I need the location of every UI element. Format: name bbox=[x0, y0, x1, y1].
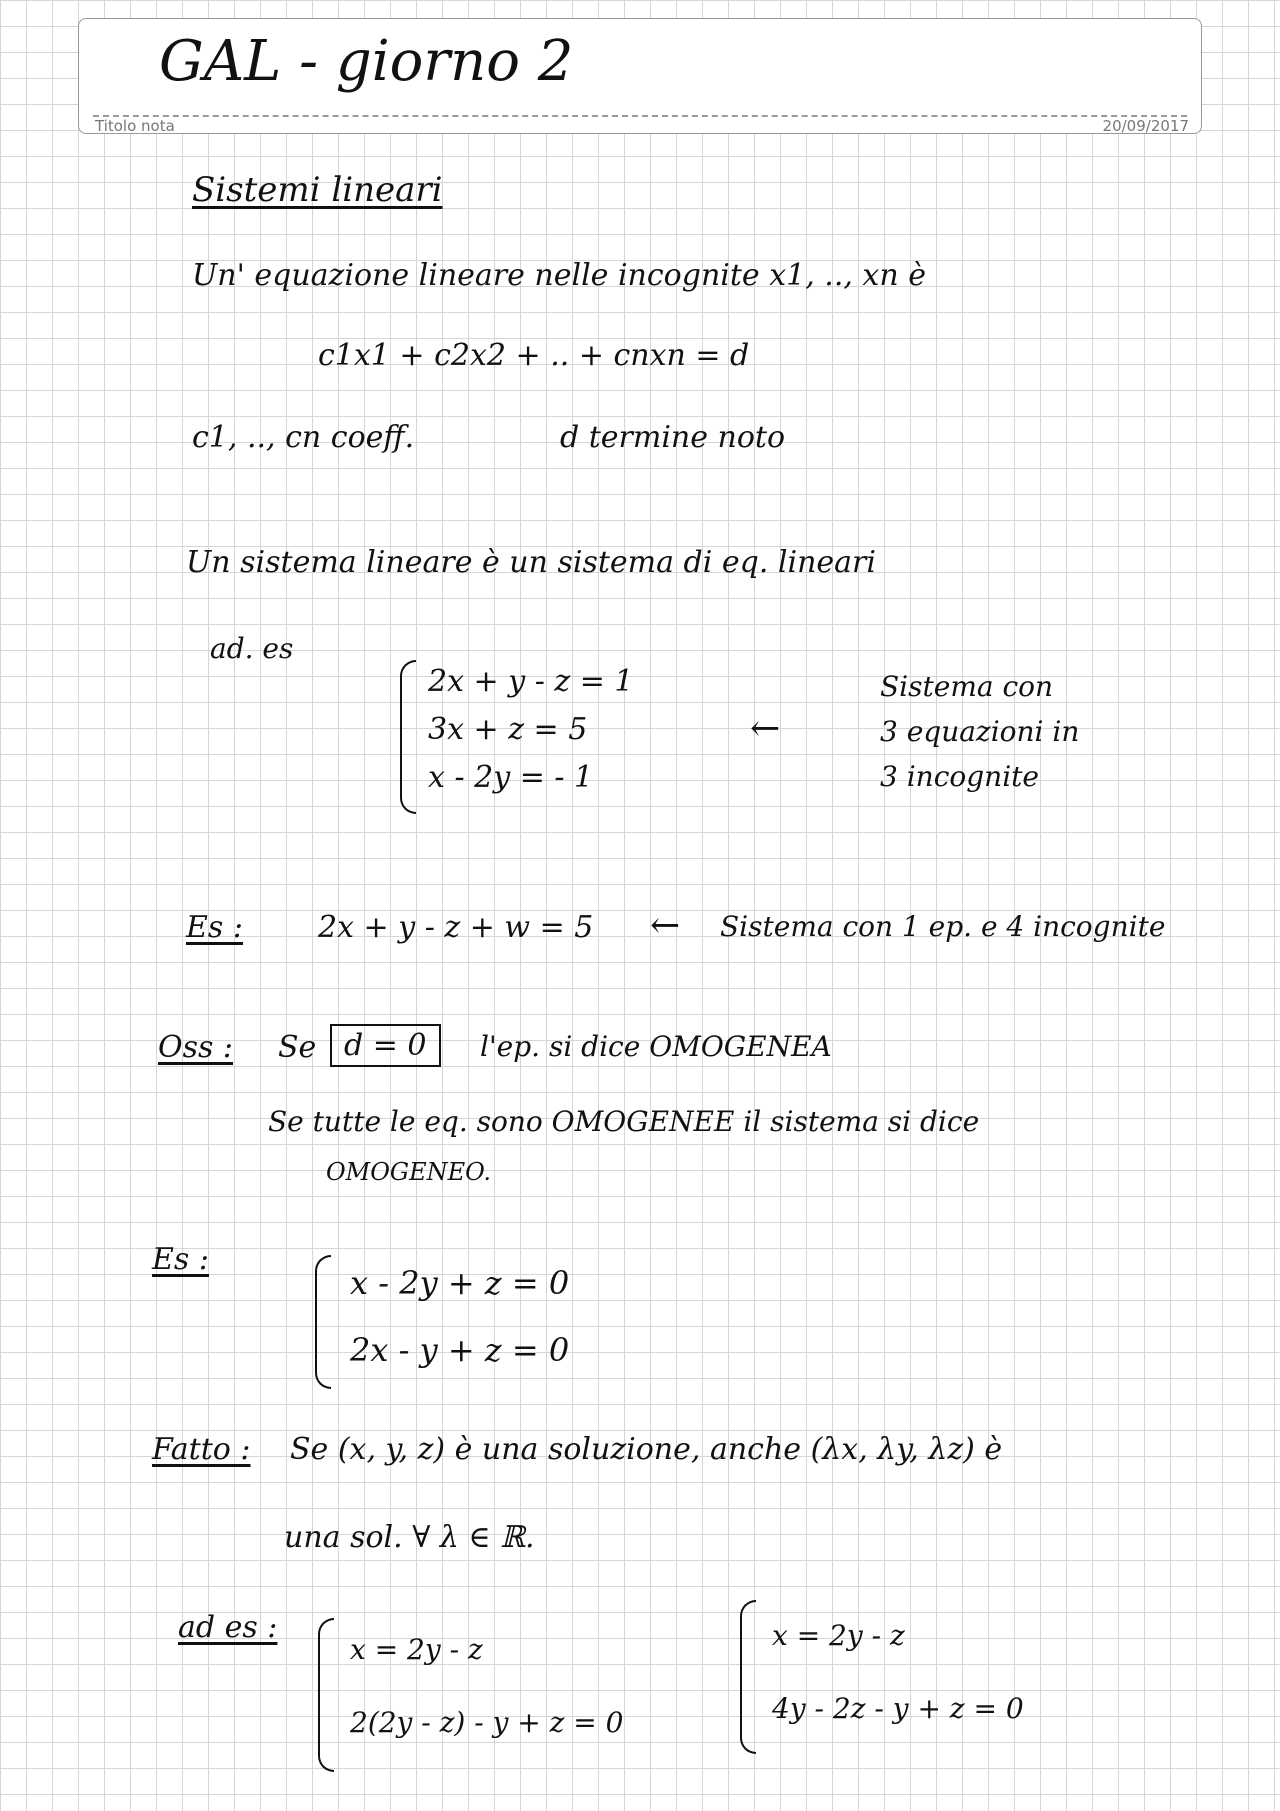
system1-note-line: 3 equazioni in bbox=[880, 714, 1080, 748]
note-title: GAL - giorno 2 bbox=[159, 29, 574, 94]
general-equation: c1x1 + c2x2 + .. + cnxn = d bbox=[318, 338, 750, 373]
system4-eq: 4y - 2z - y + z = 0 bbox=[772, 1691, 1024, 1725]
system4-eq: x = 2y - z bbox=[772, 1619, 905, 1652]
note-header bbox=[78, 18, 1202, 134]
system1 bbox=[428, 658, 633, 802]
system3-eq: x = 2y - z bbox=[350, 1633, 483, 1666]
example-label-2: Es : bbox=[186, 910, 243, 945]
system3-eq: 2(2y - z) - y + z = 0 bbox=[350, 1705, 624, 1739]
example-equation: 2x + y - z + w = 5 bbox=[318, 910, 594, 945]
example-label-4: ad es : bbox=[178, 1610, 278, 1645]
observation-line-2: Se tutte le eq. sono OMOGENEE il sistema si dice bbox=[268, 1105, 980, 1138]
observation-text: l'ep. si dice OMOGENEA bbox=[480, 1030, 832, 1063]
fact-label: Fatto : bbox=[152, 1432, 251, 1467]
system1-note bbox=[880, 665, 1079, 799]
system2-brace bbox=[315, 1255, 331, 1389]
observation-line-3: OMOGENEO. bbox=[326, 1158, 492, 1186]
observation-label: Oss : bbox=[158, 1030, 234, 1065]
coefficients-label: c1, .., cn coeff. bbox=[192, 420, 415, 455]
definition-equation: Un' equazione lineare nelle incognite x1, .., xn è bbox=[192, 258, 926, 293]
system2 bbox=[350, 1250, 569, 1384]
fact-line-2: una sol. ∀ λ ∈ ℝ. bbox=[284, 1520, 535, 1555]
system1-eq: 2x + y - z = 1 bbox=[428, 664, 634, 699]
system4 bbox=[772, 1600, 1024, 1746]
system1-brace bbox=[400, 660, 416, 814]
fact-text: Se (x, y, z) è una soluzione, anche (λx, λy, λz) è bbox=[290, 1432, 1003, 1467]
section-heading: Sistemi lineari bbox=[192, 170, 443, 210]
observation-se: Se bbox=[278, 1030, 317, 1065]
system2-eq: x - 2y + z = 0 bbox=[350, 1264, 570, 1302]
example-note: Sistema con 1 ep. e 4 incognite bbox=[720, 910, 1166, 943]
definition-system: Un sistema lineare è un sistema di eq. lineari bbox=[186, 545, 876, 580]
system4-brace bbox=[740, 1600, 756, 1754]
note-label: Titolo nota bbox=[95, 117, 175, 135]
system1-eq: x - 2y = - 1 bbox=[428, 760, 594, 795]
system3-brace bbox=[318, 1618, 334, 1772]
example-label-1: ad. es bbox=[210, 632, 294, 665]
system1-note-line: Sistema con bbox=[880, 670, 1054, 703]
arrow-left-icon: ← bbox=[650, 905, 681, 946]
header-divider bbox=[93, 115, 1187, 117]
system1-eq: 3x + z = 5 bbox=[428, 712, 588, 747]
system1-note-line: 3 incognite bbox=[880, 759, 1039, 793]
system3 bbox=[350, 1614, 623, 1760]
arrow-left-icon: ← bbox=[750, 708, 781, 749]
observation-boxed-condition: d = 0 bbox=[330, 1024, 441, 1067]
constant-term-label: d termine noto bbox=[560, 420, 786, 455]
system2-eq: 2x - y + z = 0 bbox=[350, 1331, 570, 1370]
example-label-3: Es : bbox=[152, 1242, 209, 1277]
note-date: 20/09/2017 bbox=[1102, 117, 1189, 135]
